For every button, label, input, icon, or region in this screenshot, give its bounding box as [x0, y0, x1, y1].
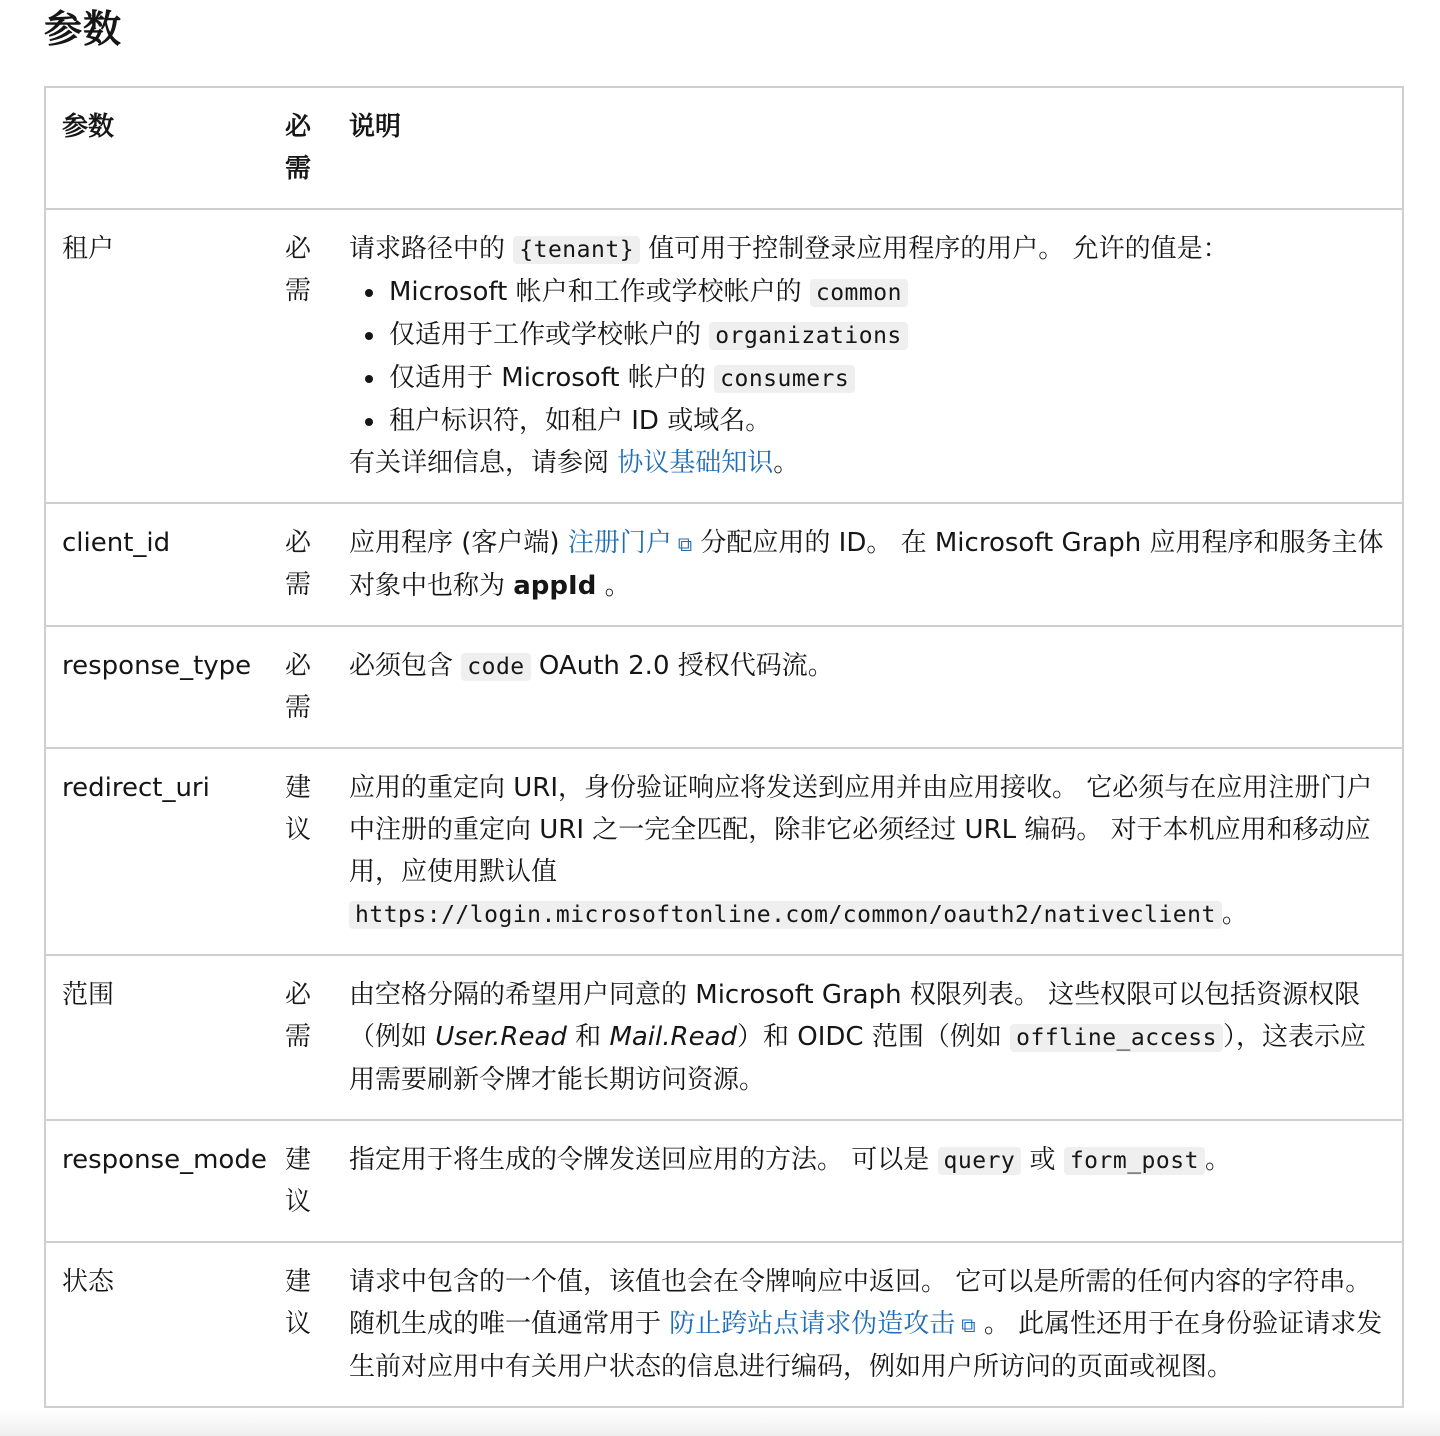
param-required: 必需 [271, 955, 333, 1120]
param-description [333, 1120, 1403, 1242]
link-text: 防止跨站点请求伪造攻击 [669, 1309, 956, 1339]
desc-text: 。 [1204, 1145, 1231, 1175]
param-required: 建议 [271, 1120, 333, 1242]
code-common: common [810, 279, 908, 307]
table-row [45, 209, 1403, 503]
table-row [45, 955, 1403, 1120]
page-bottom-fade [0, 1410, 1440, 1436]
param-required: 必需 [271, 626, 333, 748]
registration-portal-link[interactable] [568, 528, 692, 558]
desc-text: 请求路径中的 [349, 234, 514, 264]
parameters-table [44, 86, 1404, 1408]
list-item [387, 357, 1386, 400]
header-description: 说明 [333, 87, 1403, 209]
link-text: 注册门户 [567, 528, 672, 558]
desc-text: 。 [596, 571, 631, 601]
param-description [333, 626, 1403, 748]
table-row [45, 626, 1403, 748]
table-row [45, 748, 1403, 955]
scope-user-read: User.Read [435, 1022, 567, 1052]
list-item [387, 400, 1386, 442]
desc-text: 有关详细信息，请参阅 [349, 448, 618, 478]
table-row [45, 1242, 1403, 1407]
code-native-client-uri: https://login.microsoftonline.com/common/oauth2/nativeclient [349, 901, 1222, 929]
desc-text: 必须包含 [349, 651, 462, 681]
scope-mail-read: Mail.Read [609, 1022, 738, 1052]
param-name: redirect_uri [45, 748, 271, 955]
param-description [333, 209, 1403, 503]
appid-bold: appId [513, 571, 597, 601]
param-name: 范围 [45, 955, 271, 1120]
code-query: query [938, 1147, 1022, 1175]
list-item-text: 仅适用于 Microsoft 帐户的 [389, 363, 715, 393]
list-item-text: Microsoft 帐户和工作或学校帐户的 [389, 277, 810, 307]
desc-text: 指定用于将生成的令牌发送回应用的方法。 可以是 [349, 1145, 938, 1175]
code-tenant: {tenant} [513, 236, 640, 264]
param-name: response_type [45, 626, 271, 748]
code-form-post: form_post [1064, 1147, 1205, 1175]
param-required: 建议 [271, 748, 333, 955]
list-item [387, 314, 1386, 357]
param-name: 租户 [45, 209, 271, 503]
desc-text: 或 [1021, 1145, 1064, 1175]
table-header-row [45, 87, 1403, 209]
desc-text: OAuth 2.0 授权代码流。 [530, 651, 834, 681]
desc-text: 值可用于控制登录应用程序的用户。 允许的值是： [640, 234, 1229, 264]
desc-text: ），这表示应用需要刷新令牌才能长期访问资源。 [349, 1022, 1367, 1095]
param-name: 状态 [45, 1242, 271, 1407]
external-link-icon: ⧉ [677, 532, 693, 556]
code-consumers: consumers [714, 365, 855, 393]
table-row [45, 503, 1403, 626]
param-required: 必需 [271, 209, 333, 503]
allowed-values-list [349, 271, 1386, 442]
code-code: code [461, 653, 530, 681]
desc-text: 应用程序 (客户端) [349, 528, 568, 558]
param-description [333, 503, 1403, 626]
desc-text: 应用的重定向 URI，身份验证响应将发送到应用并由应用接收。 它必须与在应用注册门户中注册的重定向 URI 之一完全匹配，除非它必须经过 URL 编码。 对于本机应用和移动应用，应使用默认值 [349, 773, 1373, 887]
param-required: 建议 [271, 1242, 333, 1407]
desc-text: 和 [566, 1022, 610, 1052]
param-name: client_id [45, 503, 271, 626]
header-required: 必需 [271, 87, 333, 209]
param-name: response_mode [45, 1120, 271, 1242]
page-title: 参数 [44, 7, 123, 51]
list-item [387, 271, 1386, 314]
desc-text: 。 此属性还用于在身份验证请求发生前对应用中有关用户状态的信息进行编码，例如用户所访问的页面或视图。 [349, 1309, 1383, 1382]
desc-text: 由空格分隔的希望用户同意的 Microsoft Graph 权限列表。 这些权限可以包括资源权限（例如 [349, 980, 1361, 1052]
desc-text: ）和 OIDC 范围（例如 [737, 1022, 1011, 1052]
param-description [333, 748, 1403, 955]
code-offline-access: offline_access [1010, 1024, 1223, 1052]
desc-text: 。 [1221, 899, 1248, 929]
desc-text: 。 [773, 448, 800, 478]
param-required: 必需 [271, 503, 333, 626]
list-item-text: 仅适用于工作或学校帐户的 [389, 320, 710, 350]
table-row [45, 1120, 1403, 1242]
desc-text: 分配应用的 ID。 在 Microsoft Graph 应用程序和服务主体对象中也称为 [349, 528, 1384, 601]
code-organizations: organizations [709, 322, 908, 350]
param-description [333, 1242, 1403, 1407]
csrf-prevention-link[interactable] [669, 1309, 975, 1339]
list-item-text: 租户标识符，如租户 ID 或域名。 [389, 406, 772, 436]
param-description [333, 955, 1403, 1120]
header-param: 参数 [45, 87, 271, 209]
desc-text: 请求中包含的一个值，该值也会在令牌响应中返回。 它可以是所需的任何内容的字符串。 随机生成的唯一值通常用于 [349, 1267, 1372, 1339]
external-link-icon: ⧉ [961, 1313, 976, 1337]
protocol-basics-link[interactable]: 协议基础知识 [617, 448, 774, 478]
